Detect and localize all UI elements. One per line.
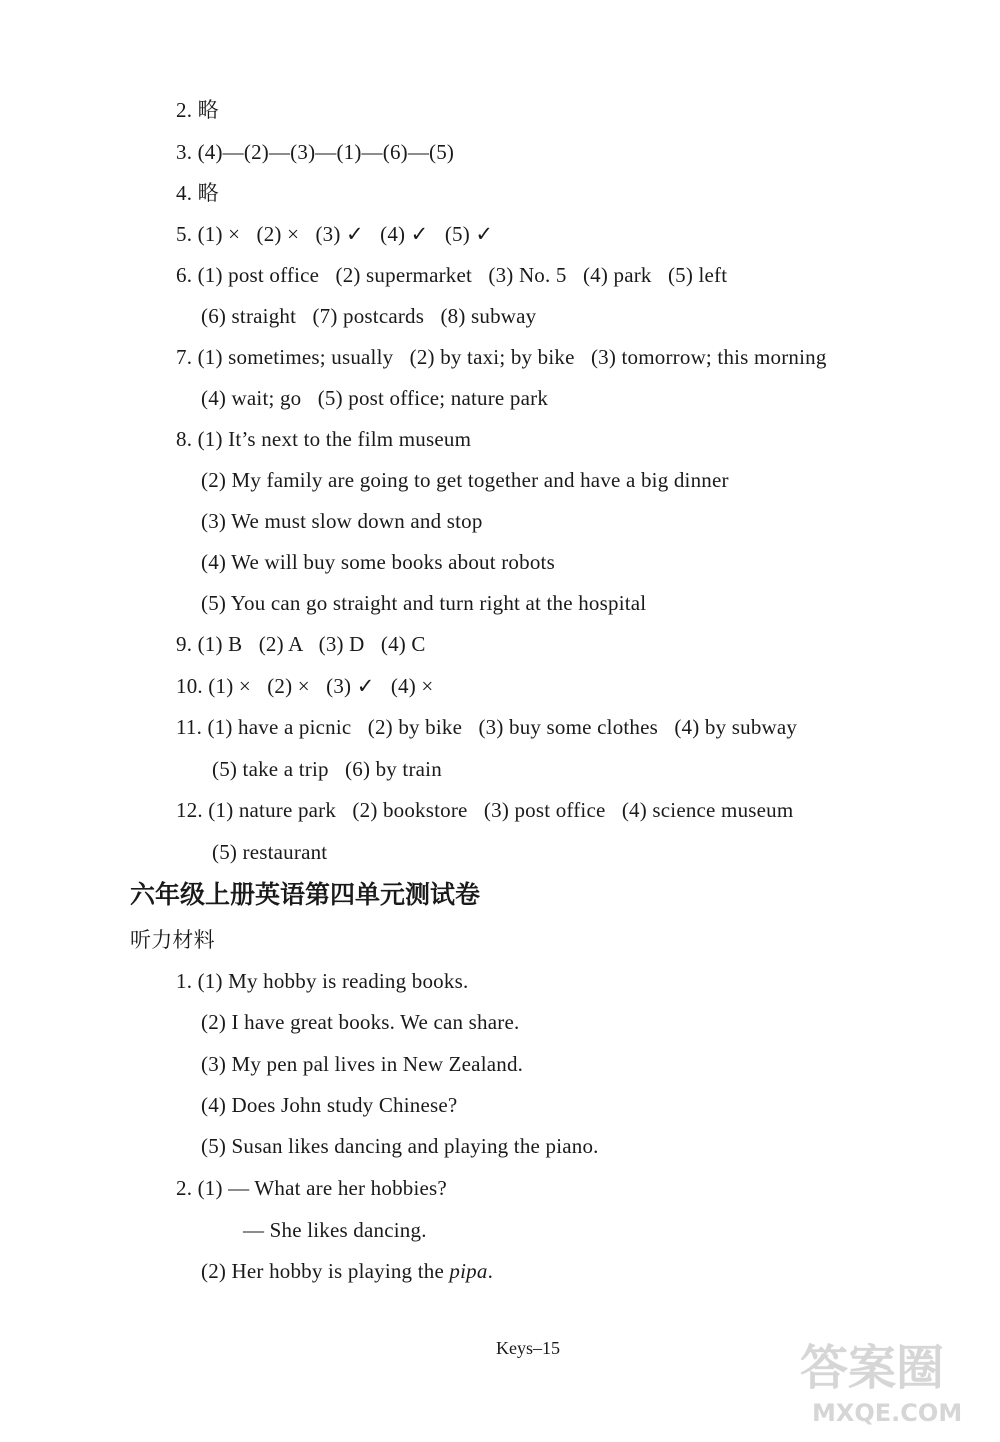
italic-word: pipa [449,1259,488,1283]
answer-line: 8. (1) It’s next to the film museum [176,427,472,451]
listening-line [201,1257,493,1285]
answer-line: (3) We must slow down and stop [201,509,483,533]
answer-line: 10. (1) × (2) × (3) ✓ (4) × [176,674,434,698]
subsection-title: 听力材料 [130,928,215,952]
answer-line: 12. (1) nature park (2) bookstore (3) post office (4) science museum [176,798,794,822]
line-text: . [487,1259,494,1283]
answer-line: 6. (1) post office (2) supermarket (3) No. 5 (4) park (5) left [176,263,728,287]
answer-line: (4) wait; go (5) post office; nature park [201,386,549,410]
section-title: 六年级上册英语第四单元测试卷 [130,880,481,909]
listening-line: 1. (1) My hobby is reading books. [176,969,469,993]
answer-line: (5) restaurant [212,840,328,864]
answer-line: 4. 略 [176,181,219,205]
answer-line: 2. 略 [176,98,219,122]
line-text: (2) Her hobby is playing the [201,1259,450,1283]
watermark-url: MXQE.COM [812,1399,963,1427]
answer-line: (5) You can go straight and turn right at the hospital [201,591,647,615]
answer-line: 9. (1) B (2) A (3) D (4) C [176,632,426,656]
answer-line: (5) take a trip (6) by train [212,757,442,781]
watermark-logo: 答案圈 [800,1340,945,1396]
answer-line: 11. (1) have a picnic (2) by bike (3) buy some clothes (4) by subway [176,715,798,739]
answer-line: (6) straight (7) postcards (8) subway [201,304,537,328]
listening-line: (5) Susan likes dancing and playing the piano. [201,1134,599,1158]
answer-line: (4) We will buy some books about robots [201,550,555,574]
listening-line: 2. (1) — What are her hobbies? [176,1176,447,1200]
page-footer: Keys–15 [496,1338,560,1358]
answer-line: 3. (4)—(2)—(3)—(1)—(6)—(5) [176,140,455,164]
listening-line: (2) I have great books. We can share. [201,1010,520,1034]
answer-line: 7. (1) sometimes; usually (2) by taxi; by bike (3) tomorrow; this morning [176,345,827,369]
listening-line: (3) My pen pal lives in New Zealand. [201,1052,524,1076]
answer-line: 5. (1) × (2) × (3) ✓ (4) ✓ (5) ✓ [176,222,494,246]
answer-line: (2) My family are going to get together and have a big dinner [201,468,729,492]
listening-line: — She likes dancing. [243,1218,427,1242]
listening-line: (4) Does John study Chinese? [201,1093,458,1117]
